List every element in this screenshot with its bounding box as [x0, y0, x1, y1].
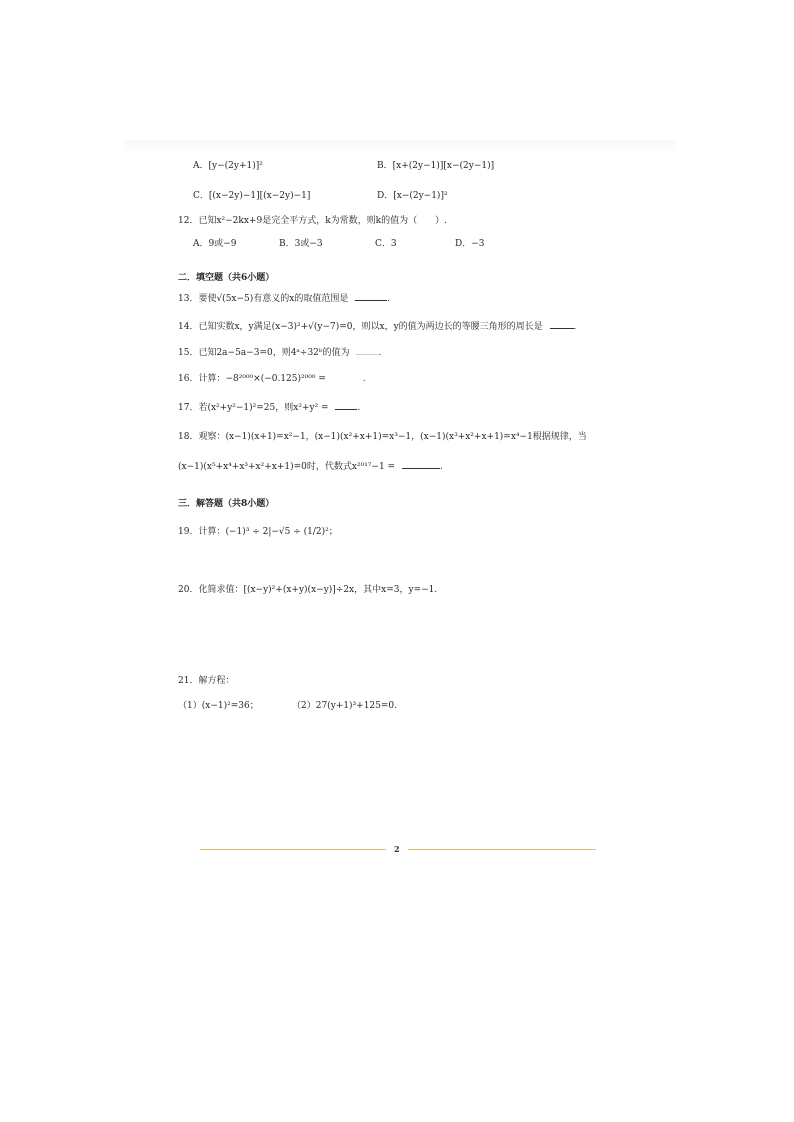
q17-text: 17．若(x²+y²−1)²=25，则x²+y² = [178, 403, 329, 413]
q18-answer-blank[interactable] [402, 460, 440, 469]
q15: 15．已知2a−5a−3=0，则4ᵃ÷32ᵇ的值为 . [178, 348, 382, 358]
q18-line1: 18．观察：(x−1)(x+1)=x²−1，(x−1)(x²+x+1)=x³−1，(x−1)(x³+x²+x+1)=x⁴−1根据规律，当 [178, 432, 587, 442]
q12-option-c: C．3 [375, 239, 397, 249]
section3-title: 三．解答题（共8小题） [178, 499, 275, 509]
q13: 13．要使√(5x−5)有意义的x的取值范围是 . [178, 294, 391, 304]
q18-text: (x−1)(x⁵+x⁴+x³+x²+x+1)=0时，代数式x²⁰¹⁷−1 = [178, 462, 396, 472]
q11-option-c: C．[(x−2y)−1][(x−2y)−1] [193, 191, 311, 201]
q15-answer-blank[interactable] [356, 346, 378, 355]
q11-option-b: B．[x+(2y−1)][x−(2y−1)] [377, 161, 495, 171]
q12-option-d: D．−3 [455, 239, 485, 249]
page-number: 2 [394, 844, 400, 854]
scan-shadow [125, 140, 675, 152]
q16: 16．计算：−8²⁰⁰⁰×(−0.125)²⁰⁰⁰ = . [178, 374, 366, 384]
q21-part2: （2）27(y+1)³+125=0. [292, 701, 398, 711]
q18-line2: (x−1)(x⁵+x⁴+x³+x²+x+1)=0时，代数式x²⁰¹⁷−1 = . [178, 462, 443, 472]
q21-title: 21．解方程： [178, 676, 235, 686]
q15-text: 15．已知2a−5a−3=0，则4ᵃ÷32ᵇ的值为 [178, 348, 350, 358]
q12-stem: 12．已知x²−2kx+9是完全平方式，k为常数，则k的值为（ ）. [178, 216, 447, 226]
q17: 17．若(x²+y²−1)²=25，则x²+y² = . [178, 403, 361, 413]
q14-answer-blank[interactable] [550, 320, 574, 329]
q19: 19．计算：(−1)³ ÷ 2|−√5 ÷ (1/2)²； [178, 527, 338, 537]
q20: 20．化简求值：[(x−y)²+(x+y)(x−y)]÷2x，其中x=3，y=−1. [178, 585, 438, 595]
q11-option-a: A．[y−(2y+1)]² [193, 161, 263, 171]
q21-part1: （1）(x−1)²=36； [178, 701, 259, 711]
q16-text: 16．计算：−8²⁰⁰⁰×(−0.125)²⁰⁰⁰ = [178, 374, 326, 384]
q14: 14．已知实数x，y满足(x−3)²+√(y−7)=0，则以x，y的值为两边长的等腰三角形的周长是 . [178, 322, 577, 332]
q16-answer-blank[interactable] [333, 372, 363, 381]
footer-rule-right [408, 849, 596, 850]
q12-option-b: B．3或−3 [279, 239, 323, 249]
q11-option-d: D．[x−(2y−1)]² [377, 191, 448, 201]
q14-text: 14．已知实数x，y满足(x−3)²+√(y−7)=0，则以x，y的值为两边长的等腰三角形的周长是 [178, 322, 543, 332]
q13-answer-blank[interactable] [355, 292, 387, 301]
footer-rule-left [200, 849, 386, 850]
q17-answer-blank[interactable] [335, 401, 357, 410]
q13-text: 13．要使√(5x−5)有意义的x的取值范围是 [178, 294, 349, 304]
q12-option-a: A．9或−9 [193, 239, 237, 249]
section2-title: 二．填空题（共6小题） [178, 273, 275, 283]
